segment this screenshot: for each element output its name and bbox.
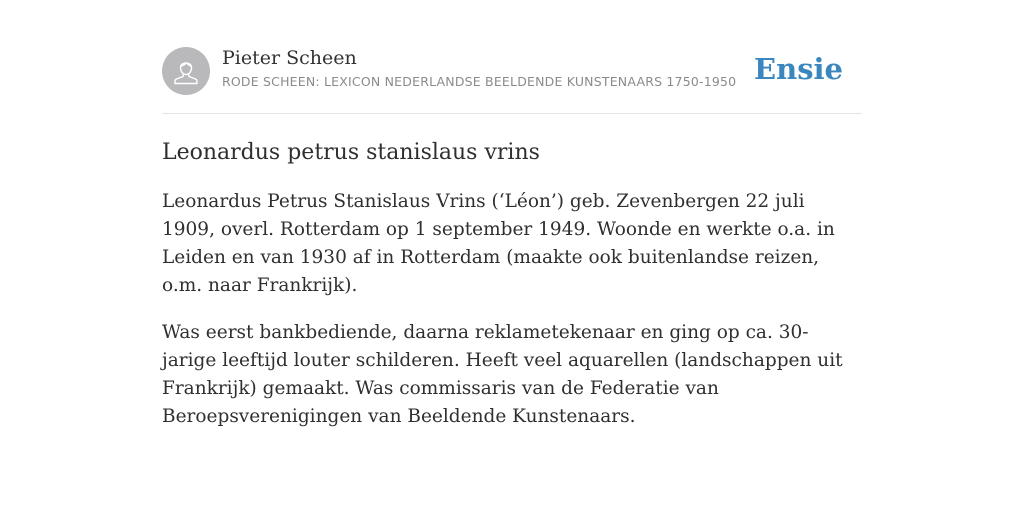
article-paragraph-2: Was eerst bankbediende, daarna reklametekenaar en ging op ca. 30-jarige leeftijd louter schilderen. Heeft veel aquarellen (landschappen uit Frankrijk) gemaakt. Was commissaris van de Federatie van Beroepsverenigingen van Beeldende Kunstenaars. [162, 322, 843, 427]
author-name[interactable]: Pieter Scheen [222, 47, 357, 69]
user-avatar-icon [162, 47, 210, 95]
ensie-logo[interactable]: Ensie [754, 52, 843, 86]
article-header [162, 44, 862, 114]
source-label[interactable]: RODE SCHEEN: LEXICON NEDERLANDSE BEELDENDE KUNSTENAARS 1750-1950 [222, 74, 737, 89]
author-avatar[interactable] [162, 47, 210, 95]
article-title: Leonardus petrus stanislaus vrins [162, 140, 540, 165]
article-card [162, 44, 862, 431]
article-paragraph-1: Leonardus Petrus Stanislaus Vrins (‘Léon’) geb. Zevenbergen 22 juli 1909, overl. Rotterdam op 1 september 1949. Woonde en werkte o.a. in Leiden en van 1930 af in Rotterdam (maakte ook buitenlandse reizen, o.m. naar Frankrijk). [162, 191, 835, 296]
